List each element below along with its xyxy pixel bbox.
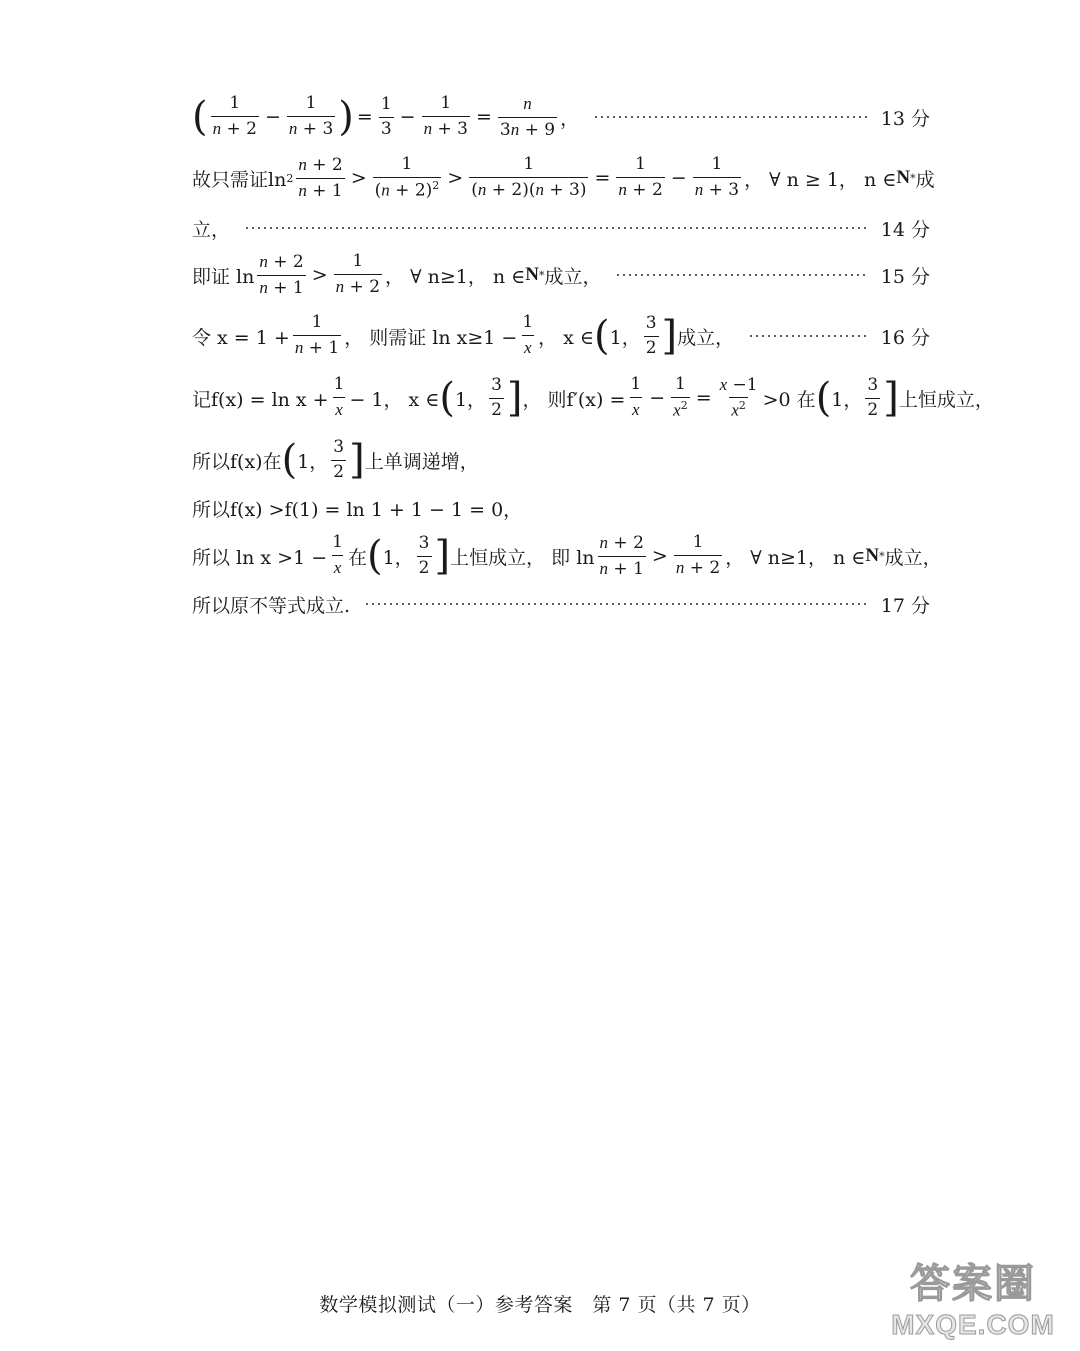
fraction: $\frac{1}{(n + 2)^2}$ [374,154,440,201]
fraction: $\frac{1}{n + 3}$ [694,154,740,200]
solution-line-14a: 故只需证ln 2 $\frac{n + 2}{n + 1}$ > $\frac{1}{(n + 2)^2}$ > $\frac{1}{(n + 2)(n + 3)}$ = $\frac{1}{n + 2}$ − $\frac{1}{n + 3}$ ， ∀ n ≥ 1， n ∈ N * 成 [192,154,935,201]
fraction: $\frac{1}{n + 3}$ [288,93,334,139]
solution-line-15: 即证 ln $\frac{n + 2}{n + 1}$ > $\frac{1}{n + 2}$ ， ∀ n≥1， n ∈ N * 成立， 15 分 [192,251,930,298]
fraction: $\frac{n + 2}{n + 1}$ [599,532,644,579]
fraction: $\frac{x -1}{x^2}$ [719,374,758,420]
fraction: $\frac{1}{3}$ [380,93,392,139]
dot-leader [244,227,869,229]
fraction: $\frac{1}{n + 2}$ [335,251,381,297]
fraction: $\frac{n}{3n + 9}$ [499,93,556,140]
fraction: $\frac{3}{2}$ [491,374,502,420]
dot-leader [593,116,869,118]
fraction: $\frac{3}{2}$ [418,532,430,578]
score-label: 16 分 [880,326,930,349]
fraction: $\frac{n + 2}{n + 1}$ [298,154,343,201]
solution-line-17b: 所以f(x)在 ( 1， $\frac{3}{2}$ ] 上单调递增， [192,436,479,483]
fraction: $\frac{1}{x}$ [522,312,534,357]
fraction: $\frac{1}{n + 1}$ [294,312,340,358]
fraction: $\frac{1}{n + 2}$ [675,532,721,578]
watermark-text-top: 答案圈 [910,1260,1036,1307]
fraction: $\frac{1}{x^2}$ [673,374,688,420]
page-footer: 数学模拟测试（一）参考答案 第 7 页（共 7 页） [319,1294,761,1316]
score-label: 14 分 [880,218,930,241]
solution-line-14b: 立， 14 分 [192,214,930,242]
dot-leader [615,274,868,276]
fraction: $\frac{1}{x}$ [332,532,343,577]
solution-line-17e: 所以原不等式成立. 17 分 [192,590,930,618]
fraction: $\frac{1}{x}$ [333,374,345,419]
dot-leader [364,603,869,605]
solution-line-16: 令 x = 1 + $\frac{1}{n + 1}$ ， 则需证 ln x≥1 − $\frac{1}{x}$ ， x ∈ ( 1， $\frac{3}{2}$ ] 成立， 16 分 [192,312,930,359]
score-label: 15 分 [880,265,930,288]
solution-line-17a: 记f(x) = ln x + $\frac{1}{x}$ − 1， x ∈ ( 1， $\frac{3}{2}$ ] ， 则f′(x) = $\frac{1}{x}$ − $\frac{1}{x^2}$ = $\frac{x -1}{x^2}$ >0 在 ( 1， $\frac{3}{2}$ ] 上恒成立， [192,374,994,421]
fraction: $\frac{1}{x}$ [630,374,642,419]
fraction: $\frac{1}{n + 2}$ [212,93,257,139]
fraction: $\frac{3}{2}$ [867,374,879,420]
fraction: $\frac{n + 2}{n + 1}$ [259,251,304,298]
score-label: 13 分 [880,107,930,130]
fraction: $\frac{1}{n + 2}$ [618,154,663,200]
fraction: $\frac{1}{(n + 2)(n + 3)}$ [471,154,587,200]
watermark-text-bottom: MXQE.COM [891,1309,1055,1340]
solution-line-17c: 所以f(x) >f(1) = ln 1 + 1 − 1 = 0， [192,498,523,521]
fraction: $\frac{1}{n + 3}$ [423,93,468,139]
solution-line-17d: 所以 ln x >1 − $\frac{1}{x}$ 在 ( 1， $\frac{3}{2}$ ] 上恒成立， 即 ln $\frac{n + 2}{n + 1}$ > $\frac{1}{n + 2}$ ， ∀ n≥1， n ∈ N * 成立， [192,532,942,579]
fraction: $\frac{3}{2}$ [645,312,657,358]
watermark-logo [888,1259,1058,1345]
solution-line-13: ( $\frac{1}{n + 2}$ − $\frac{1}{n + 3}$ ) = $\frac{1}{3}$ − $\frac{1}{n + 3}$ = $\frac{n}{3n + 9}$ ， 13 分 [192,93,930,140]
dot-leader [748,335,869,337]
fraction: $\frac{3}{2}$ [333,436,345,482]
score-label: 17 分 [880,594,930,617]
